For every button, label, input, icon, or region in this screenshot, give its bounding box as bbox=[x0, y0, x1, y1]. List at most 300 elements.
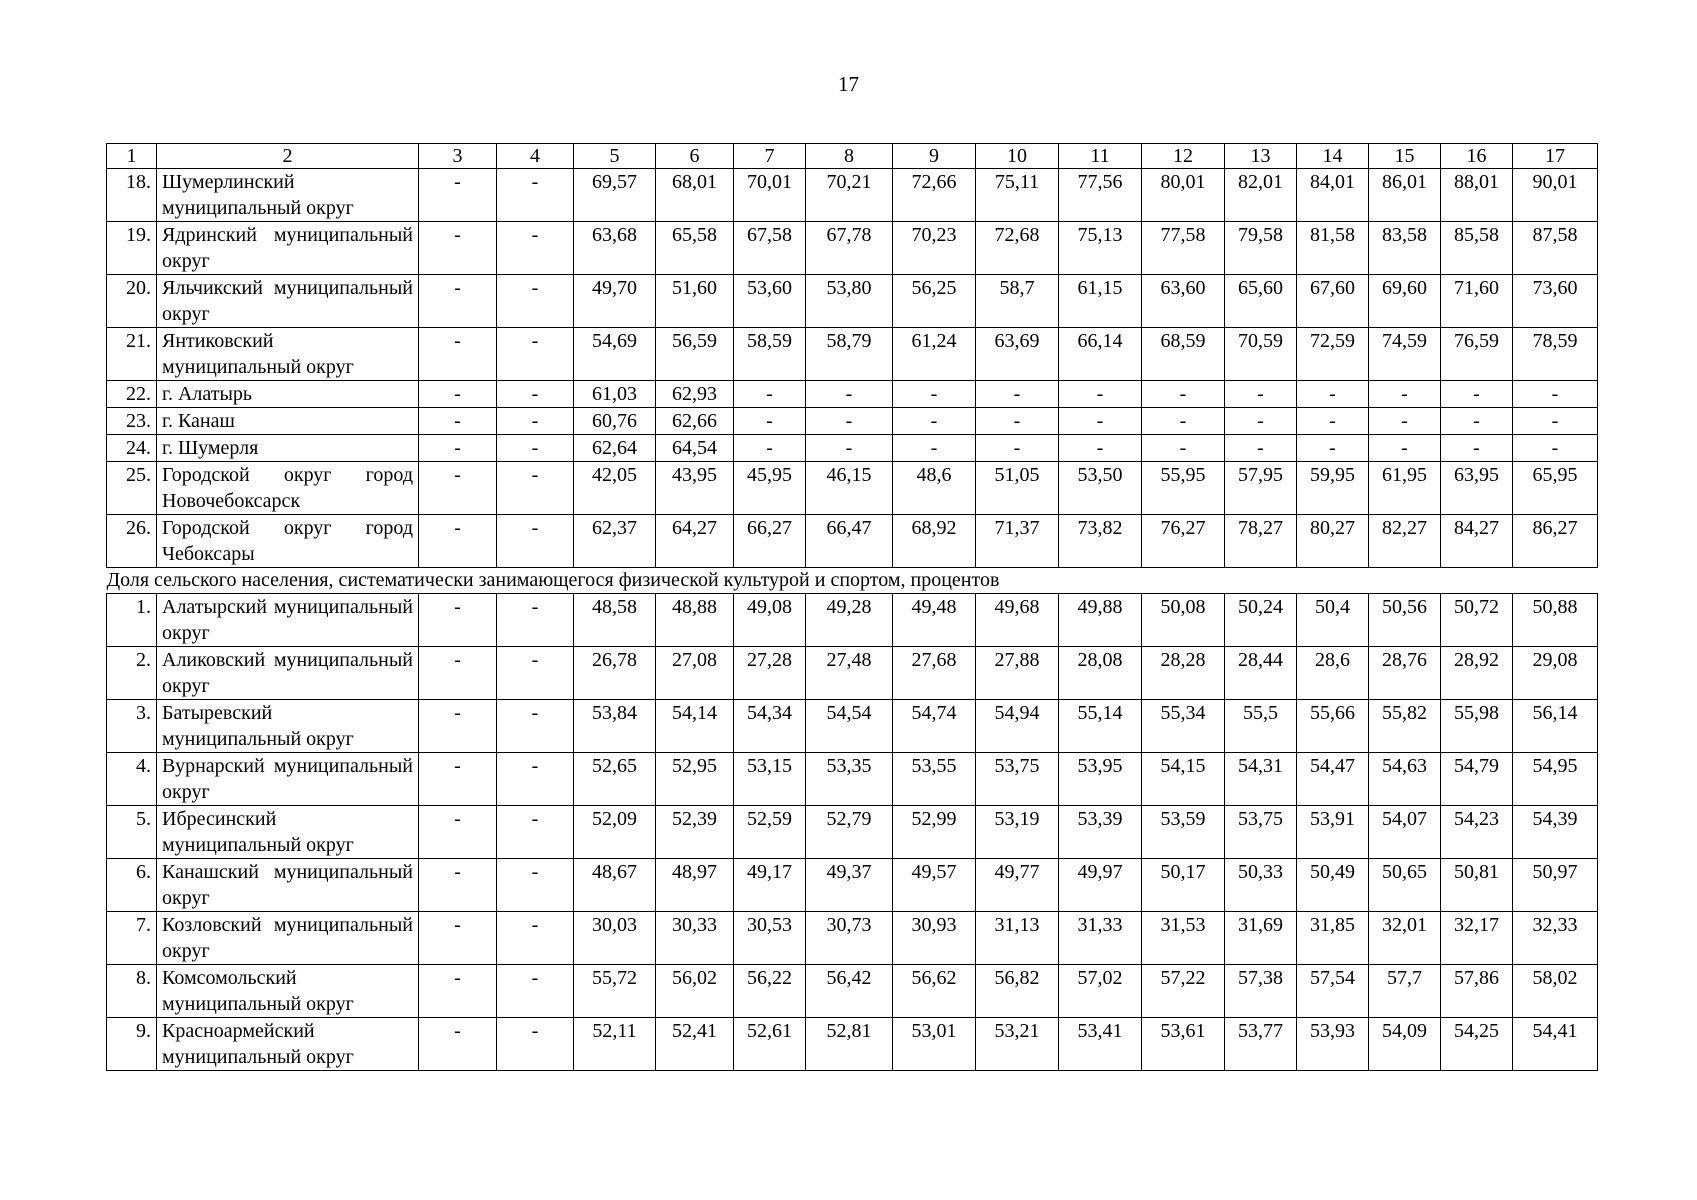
value-cell: 53,60 bbox=[734, 275, 806, 328]
value-cell: 54,14 bbox=[656, 700, 734, 753]
municipality-name-cell: Ибресинский муниципальный округ bbox=[157, 806, 419, 859]
value-cell: 54,79 bbox=[1441, 753, 1513, 806]
table-row bbox=[107, 912, 1598, 965]
table-row bbox=[107, 515, 1598, 568]
value-cell: 53,41 bbox=[1059, 1018, 1142, 1071]
column-number-cell: 11 bbox=[1059, 144, 1142, 169]
table-row bbox=[107, 381, 1598, 408]
column-4-cell: - bbox=[497, 328, 574, 381]
value-cell: 57,95 bbox=[1225, 462, 1297, 515]
value-cell: 31,69 bbox=[1225, 912, 1297, 965]
value-cell: 49,48 bbox=[893, 594, 976, 647]
row-number-cell: 24. bbox=[107, 435, 157, 462]
column-3-cell: - bbox=[419, 859, 497, 912]
table-row bbox=[107, 1018, 1598, 1071]
value-cell: 75,13 bbox=[1059, 222, 1142, 275]
value-cell: - bbox=[893, 408, 976, 435]
value-cell: 86,27 bbox=[1513, 515, 1598, 568]
value-cell: 75,11 bbox=[976, 169, 1059, 222]
value-cell: 53,21 bbox=[976, 1018, 1059, 1071]
table-row bbox=[107, 753, 1598, 806]
value-cell: 79,58 bbox=[1225, 222, 1297, 275]
value-cell: 57,7 bbox=[1369, 965, 1441, 1018]
value-cell: 66,14 bbox=[1059, 328, 1142, 381]
column-number-cell: 3 bbox=[419, 144, 497, 169]
value-cell: 55,66 bbox=[1297, 700, 1369, 753]
column-4-cell: - bbox=[497, 753, 574, 806]
value-cell: - bbox=[1369, 435, 1441, 462]
value-cell: 69,57 bbox=[574, 169, 656, 222]
value-cell: 54,74 bbox=[893, 700, 976, 753]
column-3-cell: - bbox=[419, 515, 497, 568]
value-cell: 81,58 bbox=[1297, 222, 1369, 275]
column-4-cell: - bbox=[497, 859, 574, 912]
column-number-cell: 17 bbox=[1513, 144, 1598, 169]
value-cell: 70,23 bbox=[893, 222, 976, 275]
value-cell: 53,39 bbox=[1059, 806, 1142, 859]
value-cell: 70,59 bbox=[1225, 328, 1297, 381]
value-cell: 54,54 bbox=[806, 700, 893, 753]
value-cell: - bbox=[1142, 435, 1225, 462]
table-row bbox=[107, 222, 1598, 275]
value-cell: 48,67 bbox=[574, 859, 656, 912]
value-cell: - bbox=[1513, 381, 1598, 408]
column-number-cell: 10 bbox=[976, 144, 1059, 169]
column-number-cell: 8 bbox=[806, 144, 893, 169]
value-cell: 53,35 bbox=[806, 753, 893, 806]
value-cell: 57,54 bbox=[1297, 965, 1369, 1018]
column-4-cell: - bbox=[497, 408, 574, 435]
value-cell: 72,59 bbox=[1297, 328, 1369, 381]
municipality-name-cell: г. Канаш bbox=[157, 408, 419, 435]
value-cell: 29,08 bbox=[1513, 647, 1598, 700]
municipality-name-cell: г. Шумерля bbox=[157, 435, 419, 462]
municipality-name-cell: Батыревский муниципальный округ bbox=[157, 700, 419, 753]
value-cell: 66,27 bbox=[734, 515, 806, 568]
value-cell: - bbox=[734, 435, 806, 462]
table-row bbox=[107, 275, 1598, 328]
table-body bbox=[107, 144, 1598, 1071]
value-cell: 49,88 bbox=[1059, 594, 1142, 647]
value-cell: 64,54 bbox=[656, 435, 734, 462]
table-row bbox=[107, 408, 1598, 435]
column-4-cell: - bbox=[497, 647, 574, 700]
value-cell: 50,4 bbox=[1297, 594, 1369, 647]
value-cell: 51,60 bbox=[656, 275, 734, 328]
value-cell: 68,59 bbox=[1142, 328, 1225, 381]
value-cell: 90,01 bbox=[1513, 169, 1598, 222]
column-4-cell: - bbox=[497, 594, 574, 647]
value-cell: 65,60 bbox=[1225, 275, 1297, 328]
municipality-name-cell: Алатырский муниципальный округ bbox=[157, 594, 419, 647]
value-cell: 49,57 bbox=[893, 859, 976, 912]
value-cell: 30,03 bbox=[574, 912, 656, 965]
municipality-name-cell: Янтиковский муниципальный округ bbox=[157, 328, 419, 381]
column-4-cell: - bbox=[497, 965, 574, 1018]
value-cell: 73,82 bbox=[1059, 515, 1142, 568]
table-row bbox=[107, 435, 1598, 462]
column-3-cell: - bbox=[419, 753, 497, 806]
value-cell: 70,01 bbox=[734, 169, 806, 222]
row-number-cell: 2. bbox=[107, 647, 157, 700]
value-cell: 50,56 bbox=[1369, 594, 1441, 647]
value-cell: 55,5 bbox=[1225, 700, 1297, 753]
value-cell: 52,39 bbox=[656, 806, 734, 859]
value-cell: 61,95 bbox=[1369, 462, 1441, 515]
table-row bbox=[107, 169, 1598, 222]
value-cell: 86,01 bbox=[1369, 169, 1441, 222]
value-cell: 76,27 bbox=[1142, 515, 1225, 568]
value-cell: 68,92 bbox=[893, 515, 976, 568]
value-cell: - bbox=[734, 408, 806, 435]
value-cell: - bbox=[976, 408, 1059, 435]
value-cell: 67,58 bbox=[734, 222, 806, 275]
value-cell: 57,86 bbox=[1441, 965, 1513, 1018]
column-3-cell: - bbox=[419, 462, 497, 515]
value-cell: 53,01 bbox=[893, 1018, 976, 1071]
value-cell: 87,58 bbox=[1513, 222, 1598, 275]
municipality-name-cell: Шумерлинский муниципальный округ bbox=[157, 169, 419, 222]
value-cell: 27,28 bbox=[734, 647, 806, 700]
value-cell: 63,69 bbox=[976, 328, 1059, 381]
value-cell: 52,59 bbox=[734, 806, 806, 859]
value-cell: - bbox=[1441, 381, 1513, 408]
value-cell: - bbox=[1225, 381, 1297, 408]
value-cell: 53,93 bbox=[1297, 1018, 1369, 1071]
value-cell: 78,59 bbox=[1513, 328, 1598, 381]
value-cell: 54,47 bbox=[1297, 753, 1369, 806]
value-cell: - bbox=[1441, 435, 1513, 462]
value-cell: 82,01 bbox=[1225, 169, 1297, 222]
value-cell: 80,01 bbox=[1142, 169, 1225, 222]
municipality-name-cell: Городской округ город Новочебоксарск bbox=[157, 462, 419, 515]
value-cell: 28,92 bbox=[1441, 647, 1513, 700]
value-cell: 53,91 bbox=[1297, 806, 1369, 859]
municipality-name-cell: Канашский муниципальный округ bbox=[157, 859, 419, 912]
value-cell: - bbox=[1369, 381, 1441, 408]
value-cell: 52,81 bbox=[806, 1018, 893, 1071]
column-3-cell: - bbox=[419, 647, 497, 700]
value-cell: 63,60 bbox=[1142, 275, 1225, 328]
value-cell: 54,41 bbox=[1513, 1018, 1598, 1071]
column-number-cell: 5 bbox=[574, 144, 656, 169]
value-cell: 61,15 bbox=[1059, 275, 1142, 328]
value-cell: 42,05 bbox=[574, 462, 656, 515]
value-cell: 88,01 bbox=[1441, 169, 1513, 222]
table-row bbox=[107, 328, 1598, 381]
value-cell: 65,58 bbox=[656, 222, 734, 275]
value-cell: - bbox=[806, 408, 893, 435]
column-number-cell: 9 bbox=[893, 144, 976, 169]
value-cell: 48,88 bbox=[656, 594, 734, 647]
value-cell: 55,98 bbox=[1441, 700, 1513, 753]
column-4-cell: - bbox=[497, 806, 574, 859]
indicator-table bbox=[106, 143, 1598, 1071]
value-cell: 74,59 bbox=[1369, 328, 1441, 381]
value-cell: 43,95 bbox=[656, 462, 734, 515]
row-number-cell: 19. bbox=[107, 222, 157, 275]
table-row bbox=[107, 806, 1598, 859]
value-cell: 50,88 bbox=[1513, 594, 1598, 647]
value-cell: 31,53 bbox=[1142, 912, 1225, 965]
value-cell: 58,59 bbox=[734, 328, 806, 381]
value-cell: 53,95 bbox=[1059, 753, 1142, 806]
value-cell: 56,22 bbox=[734, 965, 806, 1018]
value-cell: 53,50 bbox=[1059, 462, 1142, 515]
row-number-cell: 20. bbox=[107, 275, 157, 328]
value-cell: 53,61 bbox=[1142, 1018, 1225, 1071]
row-number-cell: 5. bbox=[107, 806, 157, 859]
value-cell: 59,95 bbox=[1297, 462, 1369, 515]
value-cell: - bbox=[1142, 408, 1225, 435]
value-cell: 56,25 bbox=[893, 275, 976, 328]
value-cell: 56,59 bbox=[656, 328, 734, 381]
value-cell: 27,48 bbox=[806, 647, 893, 700]
table-row bbox=[107, 965, 1598, 1018]
value-cell: 50,08 bbox=[1142, 594, 1225, 647]
value-cell: 67,60 bbox=[1297, 275, 1369, 328]
municipality-name-cell: Вурнарский муниципальный округ bbox=[157, 753, 419, 806]
column-3-cell: - bbox=[419, 222, 497, 275]
value-cell: - bbox=[1513, 435, 1598, 462]
value-cell: 32,17 bbox=[1441, 912, 1513, 965]
value-cell: 31,85 bbox=[1297, 912, 1369, 965]
value-cell: 30,93 bbox=[893, 912, 976, 965]
section-title-row bbox=[107, 568, 1598, 594]
value-cell: 82,27 bbox=[1369, 515, 1441, 568]
value-cell: - bbox=[1059, 435, 1142, 462]
value-cell: 31,33 bbox=[1059, 912, 1142, 965]
value-cell: 50,49 bbox=[1297, 859, 1369, 912]
value-cell: 49,97 bbox=[1059, 859, 1142, 912]
value-cell: 72,68 bbox=[976, 222, 1059, 275]
value-cell: 56,14 bbox=[1513, 700, 1598, 753]
value-cell: 54,07 bbox=[1369, 806, 1441, 859]
value-cell: 61,24 bbox=[893, 328, 976, 381]
row-number-cell: 18. bbox=[107, 169, 157, 222]
value-cell: 58,79 bbox=[806, 328, 893, 381]
value-cell: 54,23 bbox=[1441, 806, 1513, 859]
value-cell: 54,34 bbox=[734, 700, 806, 753]
value-cell: 55,95 bbox=[1142, 462, 1225, 515]
column-number-cell: 4 bbox=[497, 144, 574, 169]
value-cell: 30,53 bbox=[734, 912, 806, 965]
value-cell: 48,58 bbox=[574, 594, 656, 647]
row-number-cell: 9. bbox=[107, 1018, 157, 1071]
value-cell: 55,72 bbox=[574, 965, 656, 1018]
column-4-cell: - bbox=[497, 275, 574, 328]
value-cell: 31,13 bbox=[976, 912, 1059, 965]
page-number: 17 bbox=[838, 72, 859, 96]
table-row bbox=[107, 594, 1598, 647]
column-3-cell: - bbox=[419, 435, 497, 462]
value-cell: 55,14 bbox=[1059, 700, 1142, 753]
municipality-name-cell: Ядринский муниципальный округ bbox=[157, 222, 419, 275]
value-cell: 72,66 bbox=[893, 169, 976, 222]
column-3-cell: - bbox=[419, 594, 497, 647]
value-cell: 49,17 bbox=[734, 859, 806, 912]
value-cell: - bbox=[976, 435, 1059, 462]
value-cell: 28,44 bbox=[1225, 647, 1297, 700]
value-cell: 63,68 bbox=[574, 222, 656, 275]
municipality-name-cell: г. Алатырь bbox=[157, 381, 419, 408]
value-cell: - bbox=[1441, 408, 1513, 435]
row-number-cell: 25. bbox=[107, 462, 157, 515]
value-cell: 84,01 bbox=[1297, 169, 1369, 222]
value-cell: 77,56 bbox=[1059, 169, 1142, 222]
value-cell: 80,27 bbox=[1297, 515, 1369, 568]
value-cell: 50,72 bbox=[1441, 594, 1513, 647]
value-cell: 71,60 bbox=[1441, 275, 1513, 328]
value-cell: 54,15 bbox=[1142, 753, 1225, 806]
value-cell: 83,58 bbox=[1369, 222, 1441, 275]
municipality-name-cell: Яльчикский муниципальный округ bbox=[157, 275, 419, 328]
value-cell: 54,39 bbox=[1513, 806, 1598, 859]
column-number-cell: 1 bbox=[107, 144, 157, 169]
value-cell: 58,02 bbox=[1513, 965, 1598, 1018]
value-cell: 46,15 bbox=[806, 462, 893, 515]
value-cell: - bbox=[893, 435, 976, 462]
column-number-cell: 12 bbox=[1142, 144, 1225, 169]
column-3-cell: - bbox=[419, 806, 497, 859]
value-cell: 28,08 bbox=[1059, 647, 1142, 700]
value-cell: 53,75 bbox=[1225, 806, 1297, 859]
column-3-cell: - bbox=[419, 700, 497, 753]
value-cell: 32,01 bbox=[1369, 912, 1441, 965]
value-cell: 52,79 bbox=[806, 806, 893, 859]
value-cell: 70,21 bbox=[806, 169, 893, 222]
value-cell: 65,95 bbox=[1513, 462, 1598, 515]
value-cell: - bbox=[1225, 408, 1297, 435]
value-cell: - bbox=[806, 435, 893, 462]
value-cell: 61,03 bbox=[574, 381, 656, 408]
column-4-cell: - bbox=[497, 169, 574, 222]
column-number-cell: 2 bbox=[157, 144, 419, 169]
value-cell: 52,95 bbox=[656, 753, 734, 806]
municipality-name-cell: Красноармейский муниципальный округ bbox=[157, 1018, 419, 1071]
value-cell: 48,6 bbox=[893, 462, 976, 515]
value-cell: 27,08 bbox=[656, 647, 734, 700]
column-3-cell: - bbox=[419, 169, 497, 222]
value-cell: 53,84 bbox=[574, 700, 656, 753]
value-cell: 64,27 bbox=[656, 515, 734, 568]
column-3-cell: - bbox=[419, 1018, 497, 1071]
value-cell: 53,77 bbox=[1225, 1018, 1297, 1071]
value-cell: 62,64 bbox=[574, 435, 656, 462]
column-4-cell: - bbox=[497, 222, 574, 275]
column-number-cell: 7 bbox=[734, 144, 806, 169]
value-cell: 49,28 bbox=[806, 594, 893, 647]
row-number-cell: 22. bbox=[107, 381, 157, 408]
value-cell: - bbox=[1059, 408, 1142, 435]
column-3-cell: - bbox=[419, 912, 497, 965]
value-cell: 57,22 bbox=[1142, 965, 1225, 1018]
value-cell: 54,94 bbox=[976, 700, 1059, 753]
row-number-cell: 3. bbox=[107, 700, 157, 753]
value-cell: 78,27 bbox=[1225, 515, 1297, 568]
column-4-cell: - bbox=[497, 462, 574, 515]
value-cell: - bbox=[893, 381, 976, 408]
value-cell: 56,62 bbox=[893, 965, 976, 1018]
row-number-cell: 26. bbox=[107, 515, 157, 568]
column-number-cell: 15 bbox=[1369, 144, 1441, 169]
value-cell: 56,42 bbox=[806, 965, 893, 1018]
value-cell: 26,78 bbox=[574, 647, 656, 700]
value-cell: - bbox=[1513, 408, 1598, 435]
table-row bbox=[107, 859, 1598, 912]
value-cell: 54,69 bbox=[574, 328, 656, 381]
value-cell: 53,19 bbox=[976, 806, 1059, 859]
section-title: Доля сельского населения, систематически занимающегося физической культурой и спортом, процентов bbox=[107, 568, 1598, 594]
value-cell: 60,76 bbox=[574, 408, 656, 435]
value-cell: 56,82 bbox=[976, 965, 1059, 1018]
column-number-cell: 6 bbox=[656, 144, 734, 169]
value-cell: 69,60 bbox=[1369, 275, 1441, 328]
value-cell: 52,41 bbox=[656, 1018, 734, 1071]
row-number-cell: 6. bbox=[107, 859, 157, 912]
value-cell: - bbox=[1142, 381, 1225, 408]
column-4-cell: - bbox=[497, 912, 574, 965]
value-cell: 66,47 bbox=[806, 515, 893, 568]
value-cell: 76,59 bbox=[1441, 328, 1513, 381]
column-number-row bbox=[107, 144, 1598, 169]
row-number-cell: 23. bbox=[107, 408, 157, 435]
value-cell: 63,95 bbox=[1441, 462, 1513, 515]
value-cell: 50,97 bbox=[1513, 859, 1598, 912]
value-cell: 71,37 bbox=[976, 515, 1059, 568]
value-cell: 49,08 bbox=[734, 594, 806, 647]
value-cell: 52,65 bbox=[574, 753, 656, 806]
value-cell: 55,82 bbox=[1369, 700, 1441, 753]
column-3-cell: - bbox=[419, 275, 497, 328]
row-number-cell: 7. bbox=[107, 912, 157, 965]
column-4-cell: - bbox=[497, 1018, 574, 1071]
value-cell: - bbox=[1297, 381, 1369, 408]
row-number-cell: 8. bbox=[107, 965, 157, 1018]
value-cell: - bbox=[1369, 408, 1441, 435]
value-cell: 54,63 bbox=[1369, 753, 1441, 806]
value-cell: 50,81 bbox=[1441, 859, 1513, 912]
column-3-cell: - bbox=[419, 408, 497, 435]
column-3-cell: - bbox=[419, 381, 497, 408]
table-row bbox=[107, 462, 1598, 515]
row-number-cell: 21. bbox=[107, 328, 157, 381]
value-cell: 54,95 bbox=[1513, 753, 1598, 806]
value-cell: 27,68 bbox=[893, 647, 976, 700]
value-cell: - bbox=[1297, 408, 1369, 435]
column-4-cell: - bbox=[497, 435, 574, 462]
value-cell: 50,33 bbox=[1225, 859, 1297, 912]
value-cell: 49,70 bbox=[574, 275, 656, 328]
value-cell: 57,38 bbox=[1225, 965, 1297, 1018]
value-cell: 62,93 bbox=[656, 381, 734, 408]
value-cell: 30,33 bbox=[656, 912, 734, 965]
value-cell: 32,33 bbox=[1513, 912, 1598, 965]
value-cell: 85,58 bbox=[1441, 222, 1513, 275]
value-cell: 53,15 bbox=[734, 753, 806, 806]
value-cell: 62,66 bbox=[656, 408, 734, 435]
value-cell: 27,88 bbox=[976, 647, 1059, 700]
column-3-cell: - bbox=[419, 328, 497, 381]
value-cell: 55,34 bbox=[1142, 700, 1225, 753]
value-cell: 54,31 bbox=[1225, 753, 1297, 806]
value-cell: 49,37 bbox=[806, 859, 893, 912]
value-cell: 54,25 bbox=[1441, 1018, 1513, 1071]
table-row bbox=[107, 700, 1598, 753]
row-number-cell: 4. bbox=[107, 753, 157, 806]
value-cell: - bbox=[806, 381, 893, 408]
value-cell: 49,77 bbox=[976, 859, 1059, 912]
